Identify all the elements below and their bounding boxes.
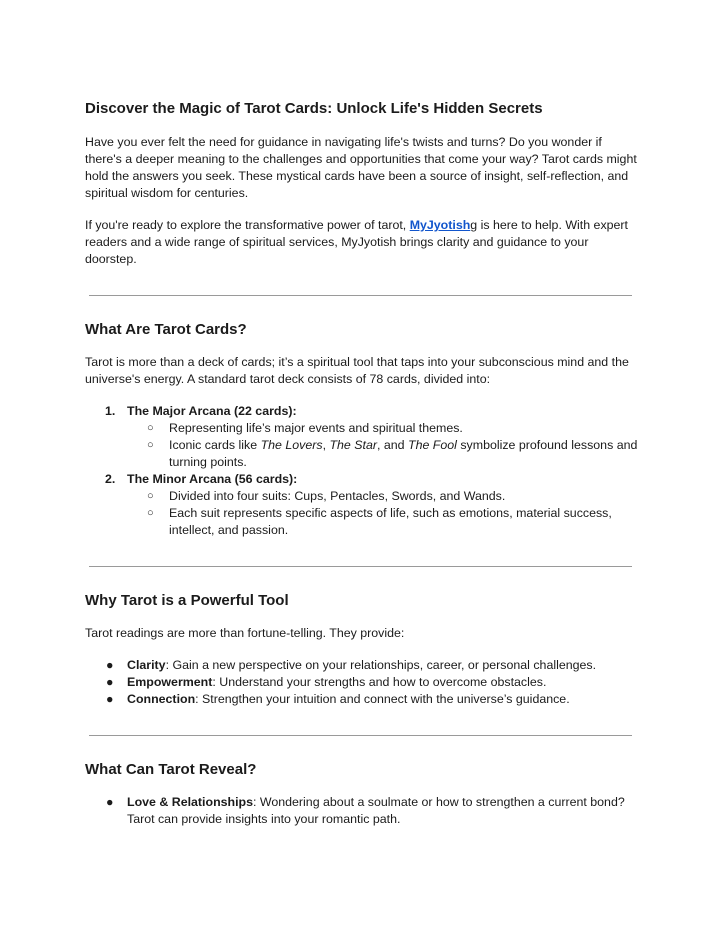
- reveal-list: [85, 794, 640, 828]
- list-item-heading: The Major Arcana (22 cards):: [127, 404, 297, 418]
- bullet-icon: ●: [106, 795, 114, 809]
- section-divider-3: [89, 735, 632, 736]
- major-arcana-sublist: [127, 420, 640, 471]
- bullet-icon: ●: [106, 692, 114, 706]
- list-item-major-arcana: [85, 403, 640, 471]
- list-number: 2.: [105, 472, 116, 486]
- list-item: ○ Divided into four suits: Cups, Pentacles, Swords, and Wands.: [147, 489, 506, 503]
- intro-paragraph-2: [85, 217, 640, 268]
- bullet-icon: ●: [106, 658, 114, 672]
- arcana-list: [85, 403, 640, 539]
- list-item-clarity: ● Clarity: Gain a new perspective on your relationships, career, or personal challenges.: [106, 658, 597, 672]
- list-item-heading: The Minor Arcana (56 cards):: [127, 472, 298, 486]
- list-number: 1.: [105, 404, 116, 418]
- intro-p2-after: g is here to help. With expert readers and a wide range of spiritual services, MyJyotish brings clarity and guidance to your doorstep.: [85, 218, 628, 266]
- intro-paragraph-1: Have you ever felt the need for guidance in navigating life's twists and turns? Do you wonder if there's a deeper meaning to the challenges and opportunities that come your way? Tarot cards might hold the answers you seek. These mystical cards have been a source of insight, self-reflection, and spiritual wisdom for centuries.: [85, 135, 637, 200]
- intro-p2-before: If you're ready to explore the transformative power of tarot,: [85, 218, 410, 232]
- section-heading-tarot-reveal: What Can Tarot Reveal?: [85, 761, 257, 778]
- minor-arcana-sublist: [127, 488, 640, 539]
- section-divider-1: [89, 295, 632, 296]
- circle-bullet-icon: ○: [147, 439, 154, 451]
- circle-bullet-icon: ○: [147, 422, 154, 434]
- section-heading-powerful-tool: Why Tarot is a Powerful Tool: [85, 592, 289, 609]
- list-item-connection: ● Connection: Strengthen your intuition and connect with the universe’s guidance.: [106, 692, 570, 706]
- circle-bullet-icon: ○: [147, 507, 154, 519]
- list-item-love-relationships: ● Love & Relationships: Wondering about a soulmate or how to strengthen a current bond? Tarot can provide insights into your romantic path.: [106, 795, 625, 826]
- document-page: [85, 100, 640, 828]
- section-divider-2: [89, 566, 632, 567]
- list-item: ○ Iconic cards like The Lovers, The Star, and The Fool symbolize profound lessons and turning points.: [147, 438, 638, 469]
- bullet-icon: ●: [106, 675, 114, 689]
- document-title: Discover the Magic of Tarot Cards: Unlock Life's Hidden Secrets: [85, 100, 543, 117]
- circle-bullet-icon: ○: [147, 490, 154, 502]
- benefits-list: [85, 657, 640, 708]
- list-item-empowerment: ● Empowerment: Understand your strengths and how to overcome obstacles.: [106, 675, 547, 689]
- powerful-tool-paragraph: Tarot readings are more than fortune-telling. They provide:: [85, 626, 405, 640]
- tarot-cards-paragraph: Tarot is more than a deck of cards; it’s a spiritual tool that taps into your subconscious mind and the universe's energy. A standard tarot deck consists of 78 cards, divided into:: [85, 355, 629, 386]
- list-item-minor-arcana: [85, 471, 640, 539]
- section-heading-tarot-cards: What Are Tarot Cards?: [85, 321, 247, 338]
- myjyotish-link[interactable]: MyJyotish: [409, 218, 471, 232]
- list-item: ○ Each suit represents specific aspects of life, such as emotions, material success, intellect, and passion.: [147, 506, 612, 537]
- list-item: ○ Representing life’s major events and spiritual themes.: [147, 421, 463, 435]
